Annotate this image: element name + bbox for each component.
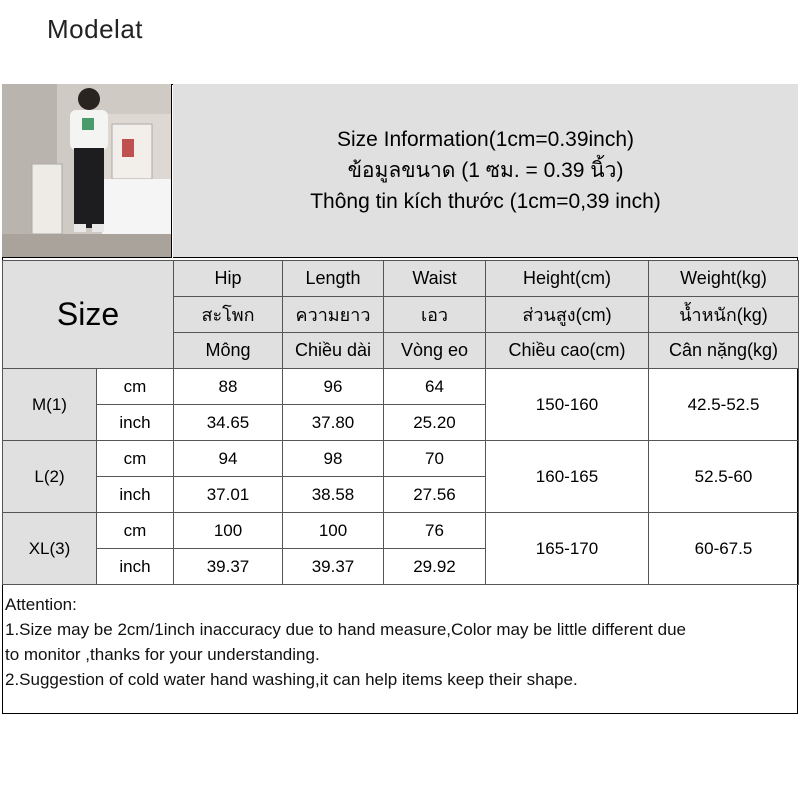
hip-cell: 88 (174, 369, 283, 405)
header-waist: Waist (384, 261, 486, 297)
info-line-thai: ข้อมูลขนาด (1 ซม. = 0.39 นิ้ว) (347, 159, 624, 182)
header-weight-thai: น้ำหนัก(kg) (649, 297, 799, 333)
size-label-m: M(1) (3, 369, 97, 441)
length-cell: 39.37 (283, 549, 384, 585)
size-label-xl: XL(3) (3, 513, 97, 585)
hip-cell: 37.01 (174, 477, 283, 513)
attention-line-1a: 1.Size may be 2cm/1inch inaccuracy due to hand measure,Color may be little different due (5, 620, 686, 639)
header-row-english (3, 261, 799, 297)
waist-cell: 70 (384, 441, 486, 477)
info-line-vietnamese: Thông tin kích thước (1cm=0,39 inch) (310, 190, 661, 213)
table-row (3, 441, 799, 477)
length-cell: 37.80 (283, 405, 384, 441)
attention-title: Attention: (5, 595, 77, 614)
hip-cell: 34.65 (174, 405, 283, 441)
header-length: Length (283, 261, 384, 297)
height-cell: 165-170 (486, 513, 649, 585)
table-row (3, 513, 799, 549)
hip-cell: 94 (174, 441, 283, 477)
size-information-header (173, 84, 798, 258)
size-header: Size (3, 261, 174, 369)
header-waist-vietnamese: Vòng eo (384, 333, 486, 369)
info-line-english: Size Information(1cm=0.39inch) (336, 128, 635, 151)
header-hip: Hip (174, 261, 283, 297)
product-photo (2, 84, 172, 258)
table-row (3, 369, 799, 405)
weight-cell: 52.5-60 (649, 441, 799, 513)
size-table (2, 260, 799, 585)
waist-cell: 25.20 (384, 405, 486, 441)
length-cell: 38.58 (283, 477, 384, 513)
header-height-vietnamese: Chiều cao(cm) (486, 333, 649, 369)
waist-cell: 76 (384, 513, 486, 549)
header-hip-vietnamese: Mông (174, 333, 283, 369)
header-height-thai: ส่วนสูง(cm) (486, 297, 649, 333)
waist-cell: 27.56 (384, 477, 486, 513)
length-cell: 96 (283, 369, 384, 405)
unit-cm: cm (97, 369, 174, 405)
header-length-vietnamese: Chiều dài (283, 333, 384, 369)
waist-cell: 64 (384, 369, 486, 405)
attention-line-2: 2.Suggestion of cold water hand washing,it can help items keep their shape. (5, 670, 578, 689)
header-height: Height(cm) (486, 261, 649, 297)
waist-cell: 29.92 (384, 549, 486, 585)
size-label-l: L(2) (3, 441, 97, 513)
header-length-thai: ความยาว (283, 297, 384, 333)
height-cell: 160-165 (486, 441, 649, 513)
unit-cm: cm (97, 441, 174, 477)
brand-logo-text: Modelat (47, 14, 143, 44)
height-cell: 150-160 (486, 369, 649, 441)
header-weight-vietnamese: Cân nặng(kg) (649, 333, 799, 369)
hip-cell: 39.37 (174, 549, 283, 585)
header-hip-thai: สะโพก (174, 297, 283, 333)
unit-cm: cm (97, 513, 174, 549)
weight-cell: 60-67.5 (649, 513, 799, 585)
unit-inch: inch (97, 549, 174, 585)
header-waist-thai: เอว (384, 297, 486, 333)
weight-cell: 42.5-52.5 (649, 369, 799, 441)
unit-inch: inch (97, 477, 174, 513)
unit-inch: inch (97, 405, 174, 441)
header-weight: Weight(kg) (649, 261, 799, 297)
attention-line-1b: to monitor ,thanks for your understanding. (5, 645, 320, 664)
length-cell: 100 (283, 513, 384, 549)
length-cell: 98 (283, 441, 384, 477)
model-photo-illustration (2, 84, 172, 258)
hip-cell: 100 (174, 513, 283, 549)
attention-notes (5, 592, 790, 692)
